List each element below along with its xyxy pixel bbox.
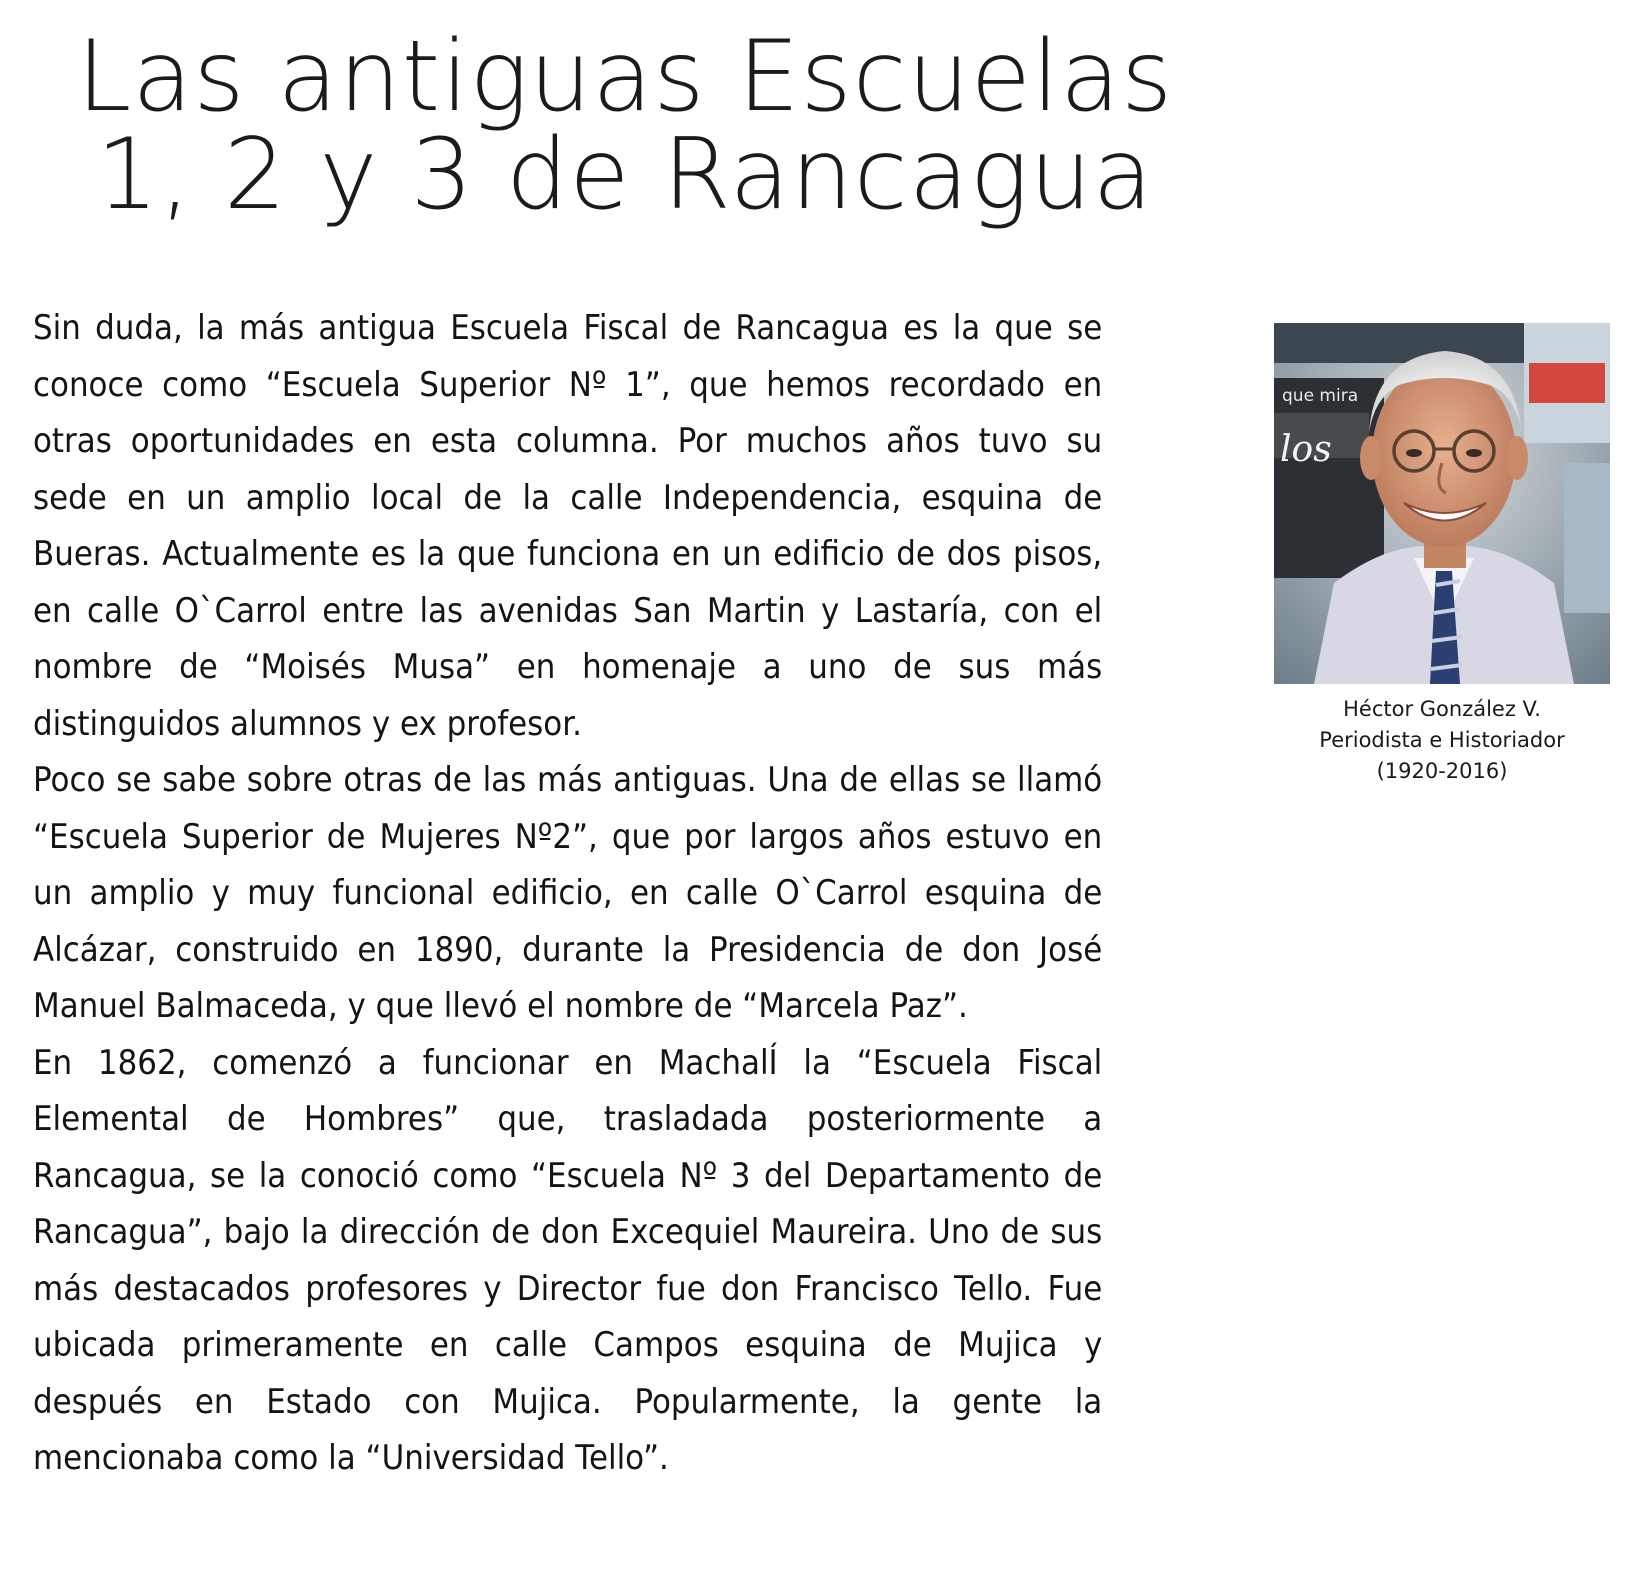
author-role: Periodista e Historiador: [1319, 728, 1565, 752]
author-years: (1920-2016): [1376, 759, 1508, 783]
article-paragraph-3: En 1862, comenzó a funcionar en MachalÍ la “Escuela Fiscal Elemental de Hombres” que, trasladada posteriormente a Rancagua, se la conoció como “Escuela Nº 3 del Departamento de Rancagua”, bajo la dirección de don Excequiel Maureira. Uno de sus más destacados profesores y Director fue don Francisco Tello. Fue ubicada primeramente en calle Campos esquina de Mujica y después en Estado con Mujica. Popularmente, la gente la mencionaba como la “Universidad Tello”.: [33, 1042, 1103, 1478]
photo-background-text-1: que mira: [1282, 386, 1359, 406]
author-name: Héctor González V.: [1343, 697, 1541, 721]
author-caption: [1274, 694, 1610, 787]
portrait-photo-icon: [1274, 323, 1610, 684]
article-paragraph-1: Sin duda, la más antigua Escuela Fiscal de Rancagua es la que se conoce como “Escuela Superior Nº 1”, que hemos recordado en otras oportunidades en esta columna. Por muchos años tuvo su sede en un amplio local de la calle Independencia, esquina de Bueras. Actualmente es la que funciona en un edificio de dos pisos, en calle O`Carrol entre las avenidas San Martin y Lastaría, con el nombre de “Moisés Musa” en homenaje a uno de sus más distinguidos alumnos y ex profesor.: [33, 308, 1103, 744]
article-title-line-2: 1, 2 y 3 de Rancagua: [96, 118, 1154, 232]
article-title-line-1: Las antiguas Escuelas: [76, 20, 1174, 134]
article-body: [33, 300, 1102, 1487]
article-title: [0, 20, 1250, 232]
article-paragraph-2: Poco se sabe sobre otras de las más antiguas. Una de ellas se llamó “Escuela Superior de Mujeres Nº2”, que por largos años estuvo en un amplio y muy funcional edificio, en calle O`Carrol esquina de Alcázar, construido en 1890, durante la Presidencia de don José Manuel Balmaceda, y que llevó el nombre de “Marcela Paz”.: [33, 760, 1103, 1026]
author-photo: [1274, 323, 1610, 684]
photo-background-text-2: los: [1280, 429, 1332, 470]
